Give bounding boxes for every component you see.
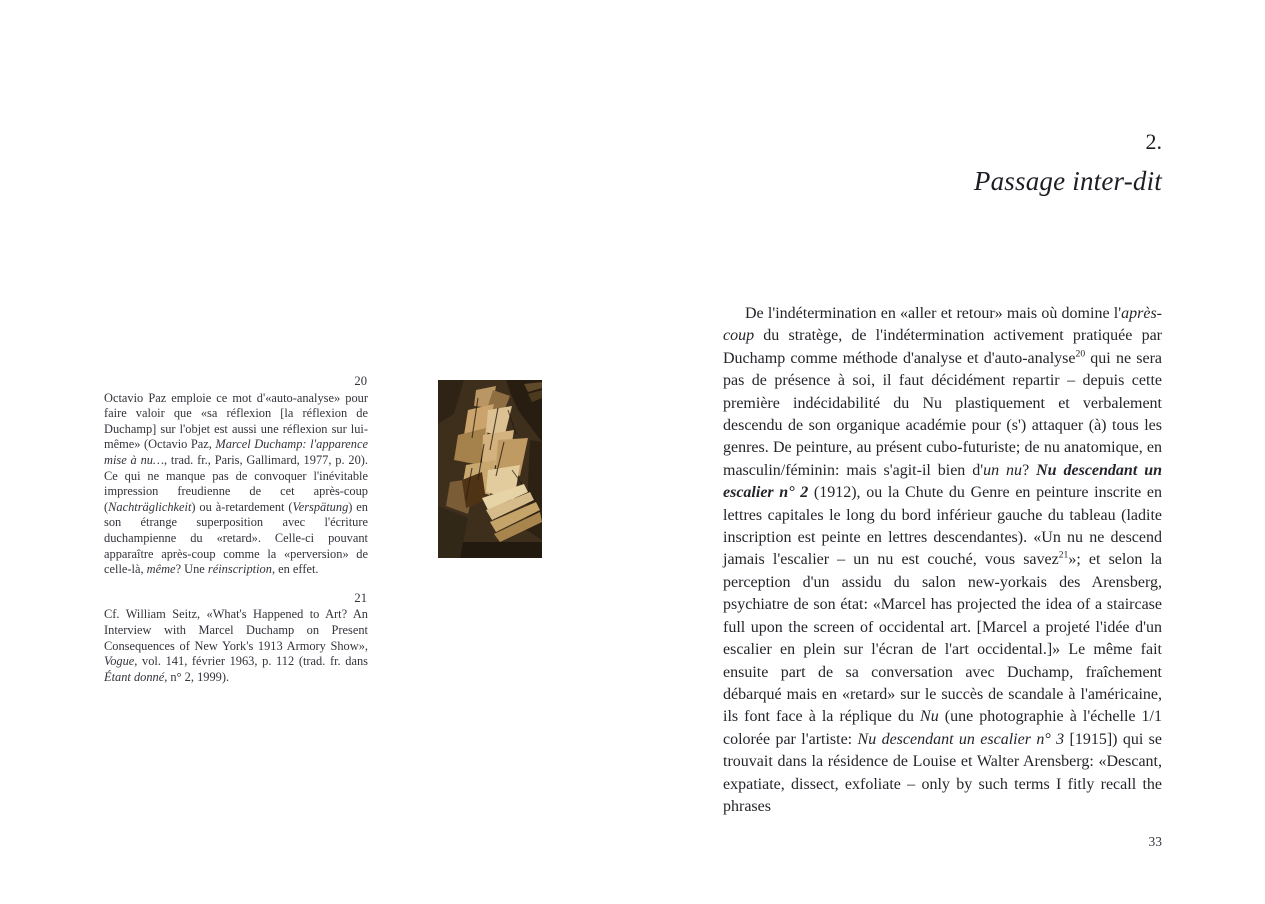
footnote-21 [104, 591, 368, 686]
footnote-21-text: Cf. William Seitz, «What's Happened to Art? An Interview with Marcel Duchamp on Present Consequences of New York's 1913 Armory Show», Vogue, vol. 141, février 1963, p. 112 (trad. fr. dans Étant donné, n° 2, 1999). [104, 607, 368, 684]
chapter-title: Passage inter-dit [973, 166, 1162, 196]
body-paragraph: De l'indétermination en «aller et retour» mais où domine l'après-coup du stratège, de l'indétermination activement pratiquée par Duchamp comme méthode d'analyse et d'auto-analyse$^{20}$ qui ne sera pas de présence à soi, il faut décidément repartir – depuis cette première indécidabilité du Nu plastiquement et verbalement descendu de son organique académie pour (s') attaquer (à) tous les genres. De peinture, au présent cubo-futuriste; de nu anatomique, en masculin/féminin: mais s'agit-il bien d'un nu? Nu descendant un escalier n° 2 (1912), ou la Chute du Genre en peinture inscrite en lettres capitales le long du bord inférieur gauche du tableau (ladite inscription est peinte en lettres descendantes). «Un nu ne descend jamais l'escalier – un nu est couché, vous savez$^{21}$»; et selon la perception d'un assidu du salon new-yorkais des Arensberg, psychiatre de son état: «Marcel has projected the idea of a staircase full upon the screen of occidental art. [Marcel a projeté l'idée d'un escalier en plein sur l'écran de l'art occidental.]» Le même fait ensuite part de sa conversation avec Duchamp, fraîchement débarqué mais en «retard» sur le succès de scandale à l'américaine, ils font face à la réplique du Nu (une photographie à l'échelle 1/1 colorée par l'artiste: Nu descendant un escalier n° 3 [1915]) qui se trouvait dans la résidence de Louise et Walter Arensberg: «Descant, expatiate, dissect, exfoliate – only by such terms I fitly recall the phrases [723, 305, 1163, 815]
footnote-20-text: Octavio Paz emploie ce mot d'«auto-analyse» pour faire valoir que «sa réflexion [la réflexion de Duchamp] sur l'objet est aussi une réflexion sur lui-même» (Octavio Paz, Marcel Duchamp: l'apparence mise à nu…, trad. fr., Paris, Gallimard, 1977, p. 20). Ce qui ne manque pas de convoquer l'inévitable impression freudienne de cet après-coup (Nachträglichkeit) ou à-retardement (Verspätung) en son étrange superposition avec l'écriture duchampienne du «retard». Celle-ci pouvant apparaître après-coup comme la «perversion» de celle-là, même? Une réinscription, en effet. [104, 390, 369, 577]
footnote-20 [104, 374, 368, 578]
footnote-21-number: 21 [354, 590, 367, 605]
page-number: 33 [1148, 834, 1162, 849]
chapter-number: 2. [1145, 129, 1162, 154]
footnote-20-number: 20 [354, 374, 367, 388]
footnotes-column [104, 374, 368, 698]
cubist-figure-image [438, 380, 542, 558]
duchamp-painting-reproduction [438, 380, 542, 558]
